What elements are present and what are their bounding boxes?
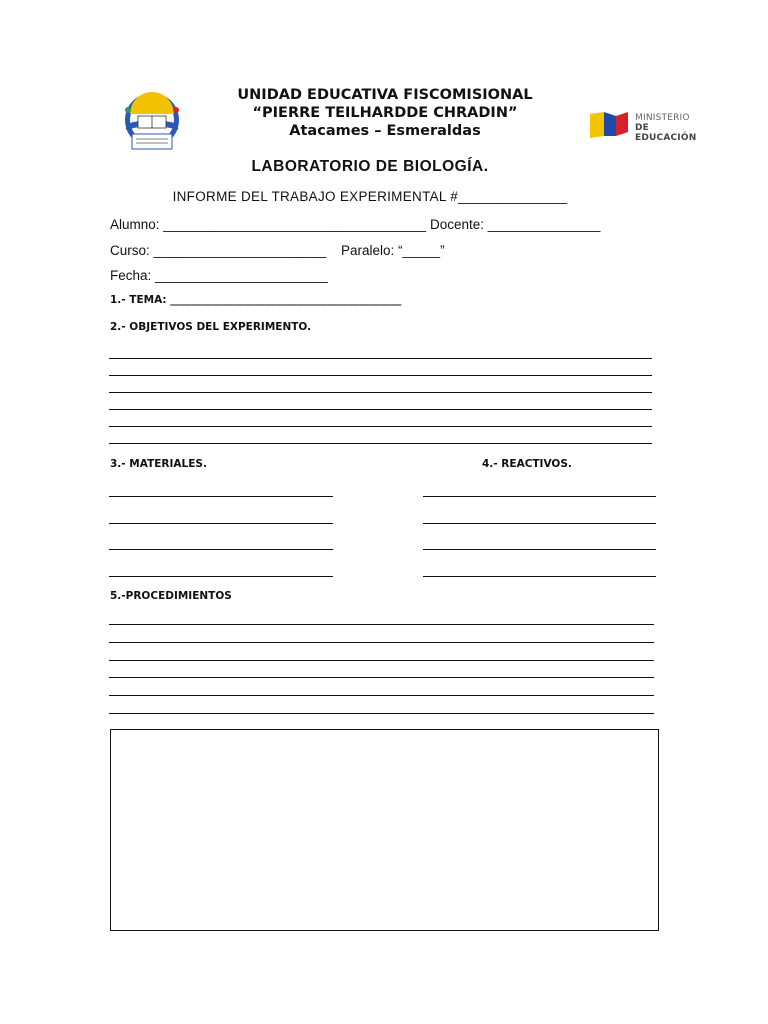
reagents-heading: 4.- REACTIVOS. (482, 458, 572, 470)
materials-line[interactable] (109, 523, 333, 524)
student-field[interactable]: Alumno: ___________________________________ (110, 217, 427, 232)
objectives-line[interactable] (109, 426, 652, 427)
materials-line[interactable] (109, 576, 333, 577)
procedures-line[interactable] (109, 677, 654, 678)
procedures-heading: 5.-PROCEDIMIENTOS (110, 590, 232, 602)
objectives-line[interactable] (109, 358, 652, 359)
objectives-line[interactable] (109, 375, 652, 376)
objectives-line[interactable] (109, 409, 652, 410)
topic-field[interactable]: 1.- TEMA: ____________________________________________ (110, 294, 402, 306)
ministry-logo (588, 108, 713, 142)
procedures-line[interactable] (109, 660, 654, 661)
school-header (190, 86, 580, 140)
objectives-line[interactable] (109, 392, 652, 393)
materials-line[interactable] (109, 496, 333, 497)
drawing-box[interactable] (110, 729, 659, 931)
reagents-line[interactable] (423, 549, 656, 550)
procedures-line[interactable] (109, 624, 654, 625)
date-field[interactable]: Fecha: _______________________ (110, 268, 328, 283)
procedures-line[interactable] (109, 695, 654, 696)
school-crest-icon (116, 90, 188, 154)
parallel-field[interactable]: Paralelo: “_____” (341, 243, 445, 258)
objectives-line[interactable] (109, 443, 652, 444)
ecuador-flag-ribbon-icon (588, 110, 630, 140)
procedures-line[interactable] (109, 713, 654, 714)
ministry-line2: DE EDUCACIÓN (635, 123, 697, 143)
page-title: LABORATORIO DE BIOLOGÍA. (251, 158, 489, 175)
school-location: Atacames – Esmeraldas (289, 123, 481, 139)
materials-heading: 3.- MATERIALES. (110, 458, 207, 470)
report-number-line: INFORME DEL TRABAJO EXPERIMENTAL #______________ (172, 189, 568, 204)
reagents-line[interactable] (423, 576, 656, 577)
objectives-heading: 2.- OBJETIVOS DEL EXPERIMENTO. (110, 321, 312, 333)
procedures-line[interactable] (109, 642, 654, 643)
reagents-line[interactable] (423, 523, 656, 524)
course-field[interactable]: Curso: _______________________ (110, 243, 327, 258)
ministry-line1: MINISTERIO (635, 113, 690, 123)
school-name: UNIDAD EDUCATIVA FISCOMISIONAL (237, 87, 533, 103)
teacher-field[interactable]: Docente: _______________ (430, 217, 601, 232)
reagents-line[interactable] (423, 496, 656, 497)
school-patron: “PIERRE TEILHARDDE CHRADIN” (252, 105, 518, 121)
materials-line[interactable] (109, 549, 333, 550)
